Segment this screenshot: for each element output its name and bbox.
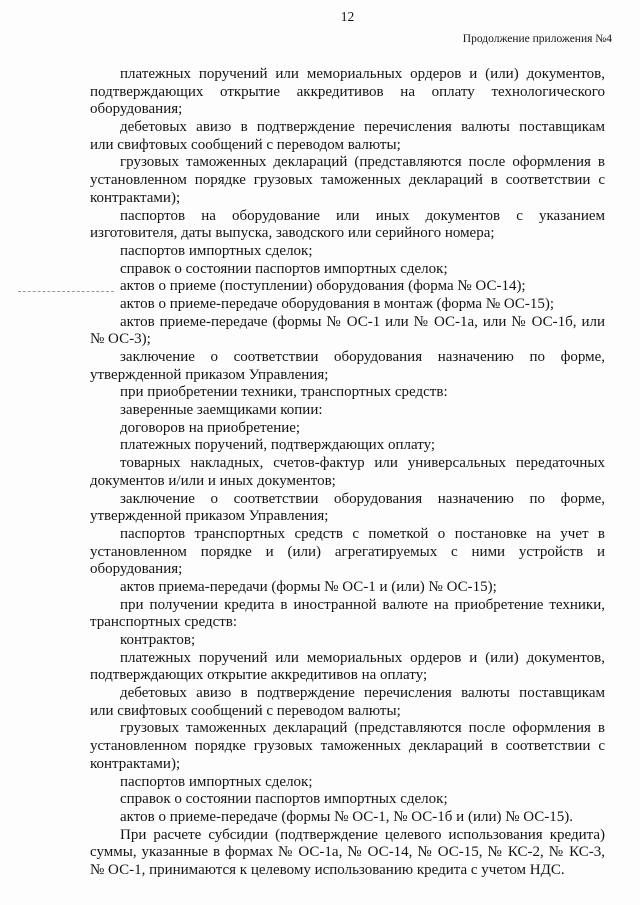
text-line: утвержденной приказом Управления; <box>90 508 329 525</box>
text-line: платежных поручений, подтверждающих оплату; <box>120 437 436 454</box>
paragraph <box>90 154 605 207</box>
text-line: актов о приеме-передаче оборудования в монтаж (форма № ОС-15); <box>120 295 555 312</box>
text-line: контрактами); <box>90 189 181 206</box>
text-line: заключение о соответствии оборудования назначению по форме, <box>120 490 605 507</box>
text-line: актов о приеме (поступлении) оборудования (форма № ОС-14); <box>120 278 526 295</box>
paragraph <box>90 278 605 296</box>
text-line: изготовителя, даты выпуска, заводского или серийного номера; <box>90 225 495 242</box>
text-line: платежных поручений или мемориальных ордеров и (или) документов, <box>120 66 605 82</box>
text-line: заверенные заемщиками копии: <box>120 402 323 419</box>
text-line: актов приеме-передаче (формы № ОС-1 или № ОС-1а, или № ОС-1б, или <box>120 313 605 330</box>
text-line: оборудования; <box>90 101 183 118</box>
paragraph <box>90 420 605 438</box>
paragraph <box>90 296 605 314</box>
text-line: транспортных средств: <box>90 614 238 631</box>
text-line: паспортов импортных сделок; <box>120 773 313 790</box>
paragraph <box>90 597 605 632</box>
text-line: установленном порядке грузовых таможенных деклараций в соответствии с <box>90 738 605 755</box>
paragraph <box>90 526 605 579</box>
text-line: или свифтовых сообщений с переводом валюты; <box>90 702 401 719</box>
text-line: товарных накладных, счетов-фактур или универсальных передаточных <box>120 455 605 472</box>
paragraph <box>90 579 605 597</box>
document-body <box>90 66 605 880</box>
text-line: подтверждающих открытие аккредитивов на оплату; <box>90 667 428 684</box>
text-line: актов приема-передачи (формы № ОС-1 и (или) № ОС-15); <box>120 578 497 595</box>
paragraph <box>90 314 605 349</box>
text-line: подтверждающих открытие аккредитивов на оплату технологического <box>90 83 605 100</box>
paragraph <box>90 384 605 402</box>
text-line: утвержденной приказом Управления; <box>90 366 329 383</box>
text-line: документов и/или и иных документов; <box>90 472 336 489</box>
text-line: дебетовых авизо в подтверждение перечисления валюты поставщикам <box>120 685 605 702</box>
text-line: контрактами); <box>90 755 181 772</box>
paragraph <box>90 119 605 154</box>
paragraph <box>90 809 605 827</box>
paragraph <box>90 349 605 384</box>
text-line: при приобретении техники, транспортных средств: <box>120 384 448 401</box>
text-line: оборудования; <box>90 561 183 578</box>
paragraph <box>90 827 605 880</box>
paragraph <box>90 455 605 490</box>
text-line: установленном порядке грузовых таможенных деклараций в соответствии с <box>90 172 605 189</box>
appendix-continuation-label: Продолжение приложения №4 <box>462 33 612 45</box>
paragraph <box>90 243 605 261</box>
paragraph <box>90 632 605 650</box>
text-line: платежных поручений или мемориальных ордеров и (или) документов, <box>120 649 605 666</box>
text-line: договоров на приобретение; <box>120 419 301 436</box>
text-line: актов о приеме-передаче (формы № ОС-1, № ОС-1б и (или) № ОС-15). <box>120 808 574 825</box>
paragraph <box>90 650 605 685</box>
text-line: паспортов на оборудование или иных документов с указанием <box>120 207 605 224</box>
text-line: № ОС-3); <box>90 331 151 348</box>
paragraph <box>90 402 605 420</box>
text-line: грузовых таможенных деклараций (представляются после оформления в <box>120 154 605 171</box>
text-line: или свифтовых сообщений с переводом валюты; <box>90 136 401 153</box>
paragraph <box>90 720 605 773</box>
paragraph <box>90 774 605 792</box>
text-line: При расчете субсидии (подтверждение целевого использования кредита) <box>120 826 605 843</box>
text-line: дебетовых авизо в подтверждение перечисления валюты поставщикам <box>120 119 605 136</box>
text-line: установленном порядке и (или) агрегатируемых с ними устройств и <box>90 543 605 560</box>
text-line: № ОС-1, принимаются к целевому использованию кредита с учетом НДС. <box>90 861 565 878</box>
paragraph <box>90 66 605 119</box>
paragraph <box>90 261 605 279</box>
text-line: грузовых таможенных деклараций (представляются после оформления в <box>120 720 605 737</box>
paragraph <box>90 491 605 526</box>
text-line: контрактов; <box>120 632 196 648</box>
paragraph <box>90 208 605 243</box>
paragraph <box>90 791 605 809</box>
text-line: заключение о соответствии оборудования назначению по форме, <box>120 349 605 365</box>
paragraph <box>90 437 605 455</box>
text-line: при получении кредита в иностранной валюте на приобретение техники, <box>120 596 605 613</box>
paragraph <box>90 685 605 720</box>
text-line: справок о состоянии паспортов импортных сделок; <box>120 260 448 277</box>
text-line: суммы, указанные в формах № ОС-1а, № ОС-14, № ОС-15, № КС-2, № КС-3, <box>90 844 605 861</box>
page-number: 12 <box>340 9 355 24</box>
text-line: справок о состоянии паспортов импортных сделок; <box>120 791 448 808</box>
text-line: паспортов импортных сделок; <box>120 242 313 259</box>
text-line: паспортов транспортных средств с пометкой о постановке на учет в <box>120 525 605 542</box>
